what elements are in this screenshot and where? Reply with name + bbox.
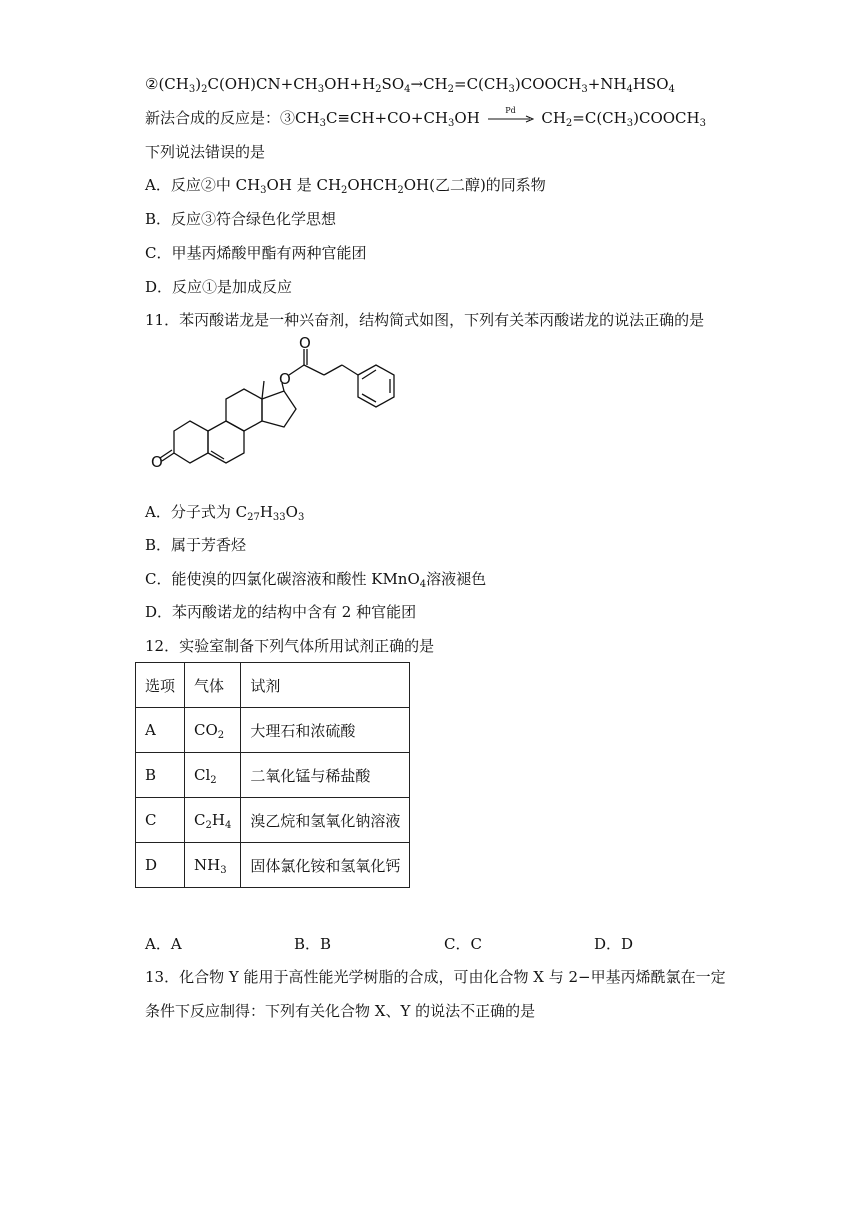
row-gas: $Cl_2$: [185, 753, 241, 798]
ketone-o-label: O: [151, 453, 163, 471]
table-row: [136, 708, 410, 753]
q12-choice-d: D．D: [594, 935, 634, 953]
row-option: C: [136, 798, 185, 843]
q11-option-b: B．属于芳香烃: [145, 536, 247, 554]
table-header-row: [136, 663, 410, 708]
molecular-structure-diagram: [140, 335, 410, 485]
row-option: D: [136, 843, 185, 888]
row-reagent: 溴乙烷和氢氧化钠溶液: [241, 798, 410, 843]
q10-stem: 下列说法错误的是: [145, 143, 266, 161]
q11-stem: 11．苯丙酸诺龙是一种兴奋剂，结构简式如图，下列有关苯丙酸诺龙的说法正确的是: [145, 311, 705, 329]
q10-option-c: C．甲基丙烯酸甲酯有两种官能团: [145, 244, 367, 262]
row-gas: $NH_3$: [185, 843, 241, 888]
q11-option-d: D．苯丙酸诺龙的结构中含有 2 种官能团: [145, 603, 417, 621]
q12-choice-b: B．B: [294, 935, 332, 953]
q12-choice-c: C．C: [444, 935, 482, 953]
q10-option-a: A．反应②中 $CH_3OH$ 是 $CH_2OHCH_2OH$(乙二醇)的同系物: [145, 176, 546, 196]
carbonyl-o-label: O: [299, 335, 311, 352]
reaction-3-equation: 新法合成的反应是：$③CH_3C\equiv CH+CO+CH_3OH$ Pd $CH_2=C(CH_3)COOCH_3$: [145, 108, 706, 128]
q13-stem-line1: 13．化合物 Y 能用于高性能光学树脂的合成，可由化合物 X 与 2−甲基丙烯酰氯在一定: [145, 968, 726, 986]
reagent-table: [135, 662, 410, 888]
table-row: [136, 753, 410, 798]
row-option: A: [136, 708, 185, 753]
row-reagent: 大理石和浓硫酸: [241, 708, 410, 753]
q13-stem-line2: 条件下反应制得：下列有关化合物 X、Y 的说法不正确的是: [145, 1002, 536, 1020]
q11-option-a: A．分子式为 $C_{27}H_{33}O_3$: [145, 503, 305, 523]
table-row: [136, 843, 410, 888]
reaction-2-equation: $②(CH_3)_2C(OH)CN+CH_3OH+H_2SO_4\to CH_2=C(CH_3)COOCH_3+NH_4HSO_4$: [145, 75, 675, 95]
q11-option-c: C．能使溴的四氯化碳溶液和酸性 KMnO$_4$溶液褪色: [145, 570, 487, 590]
catalyst-label: Pd: [505, 106, 516, 115]
header-option: 选项: [136, 663, 185, 708]
row-reagent: 二氧化锰与稀盐酸: [241, 753, 410, 798]
q10-option-d: D．反应①是加成反应: [145, 278, 293, 296]
header-reagent: 试剂: [241, 663, 410, 708]
header-gas: 气体: [185, 663, 241, 708]
row-gas: $CO_2$: [185, 708, 241, 753]
q12-stem: 12．实验室制备下列气体所用试剂正确的是: [145, 637, 435, 655]
ester-o-label: O: [279, 370, 291, 388]
reaction-arrow: [488, 106, 534, 125]
q12-choice-a: A．A: [145, 935, 182, 953]
row-gas: $C_2H_4$: [185, 798, 241, 843]
table-row: [136, 798, 410, 843]
row-reagent: 固体氯化铵和氢氧化钙: [241, 843, 410, 888]
q10-option-b: B．反应③符合绿色化学思想: [145, 210, 337, 228]
row-option: B: [136, 753, 185, 798]
